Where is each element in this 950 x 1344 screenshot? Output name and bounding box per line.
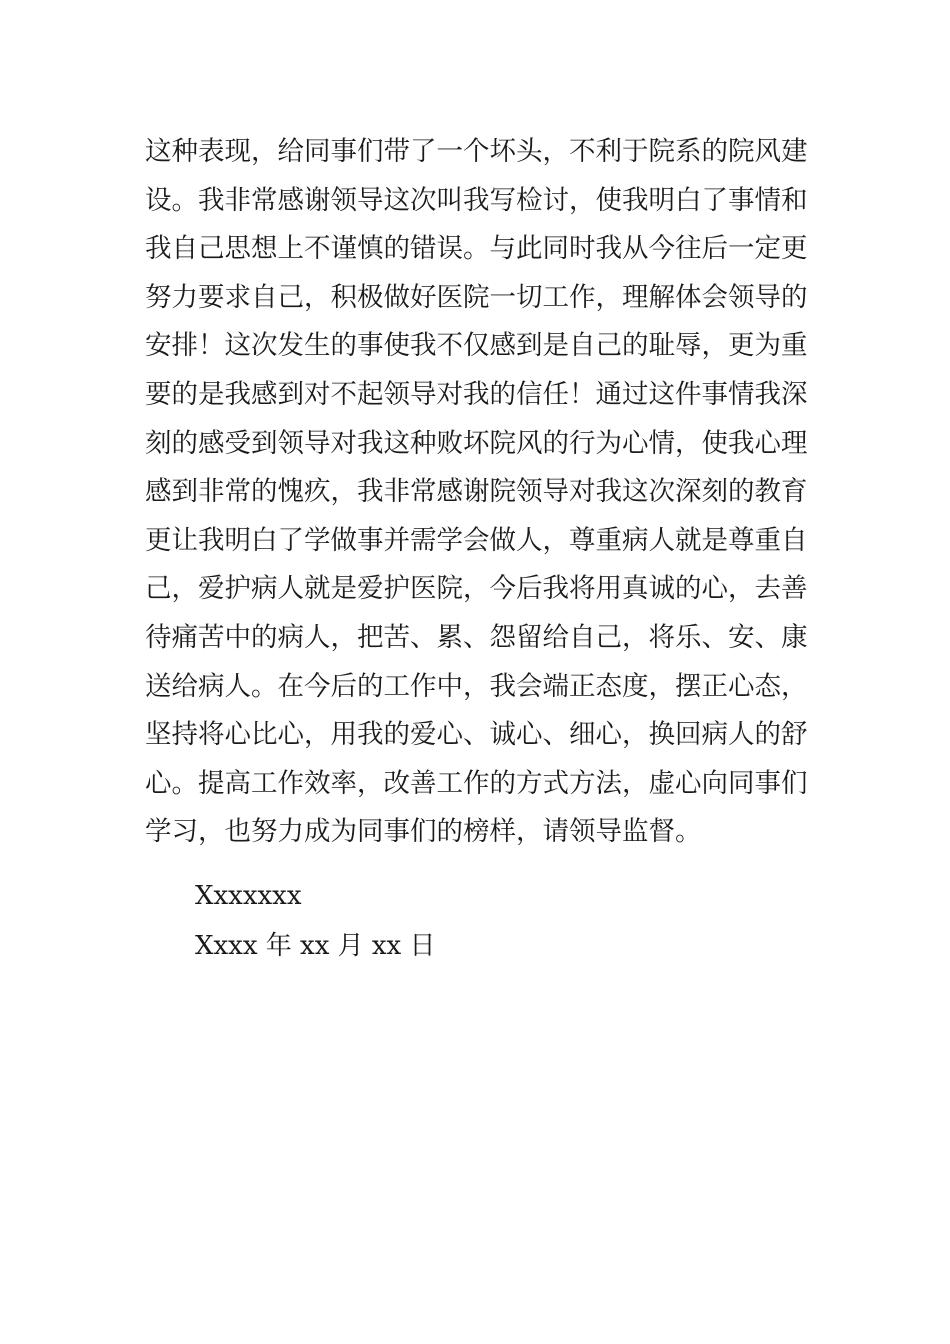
body-line: 送给病人。在今后的工作中，我会端正态度，摆正心态， — [145, 670, 808, 702]
body-line: 更让我明白了学做事并需学会做人，尊重病人就是尊重自 — [145, 524, 808, 556]
body-line: 学习，也努力成为同事们的榜样，请领导监督。 — [145, 816, 702, 848]
body-line: 己，爱护病人就是爱护医院，今后我将用真诚的心，去善 — [145, 573, 808, 605]
body-line: 安排！这次发生的事使我不仅感到是自己的耻辱，更为重 — [145, 330, 808, 362]
body-line: 感到非常的愧疚，我非常感谢院领导对我这次深刻的教育 — [145, 476, 808, 508]
body-line: 要的是我感到对不起领导对我的信任！通过这件事情我深 — [145, 378, 808, 410]
body-line: 设。我非常感谢领导这次叫我写检讨，使我明白了事情和 — [145, 184, 808, 216]
letter-date: Xxxx 年 xx 月 xx 日 — [195, 931, 436, 961]
body-line: 心。提高工作效率，改善工作的方式方法，虚心向同事们 — [145, 767, 808, 799]
body-line: 刻的感受到领导对我这种败坏院风的行为心情，使我心理 — [145, 427, 808, 459]
body-line: 坚持将心比心，用我的爱心、诚心、细心，换回病人的舒 — [145, 719, 808, 751]
body-line: 努力要求自己，积极做好医院一切工作，理解体会领导的 — [145, 281, 808, 313]
signer-name: Xxxxxxx — [195, 881, 302, 911]
body-line: 我自己思想上不谨慎的错误。与此同时我从今往后一定更 — [145, 233, 808, 265]
letter-body — [145, 128, 825, 857]
body-line: 待痛苦中的病人，把苦、累、怨留给自己，将乐、安、康 — [145, 621, 808, 653]
body-line: 这种表现，给同事们带了一个坏头，不利于院系的院风建 — [145, 136, 808, 167]
